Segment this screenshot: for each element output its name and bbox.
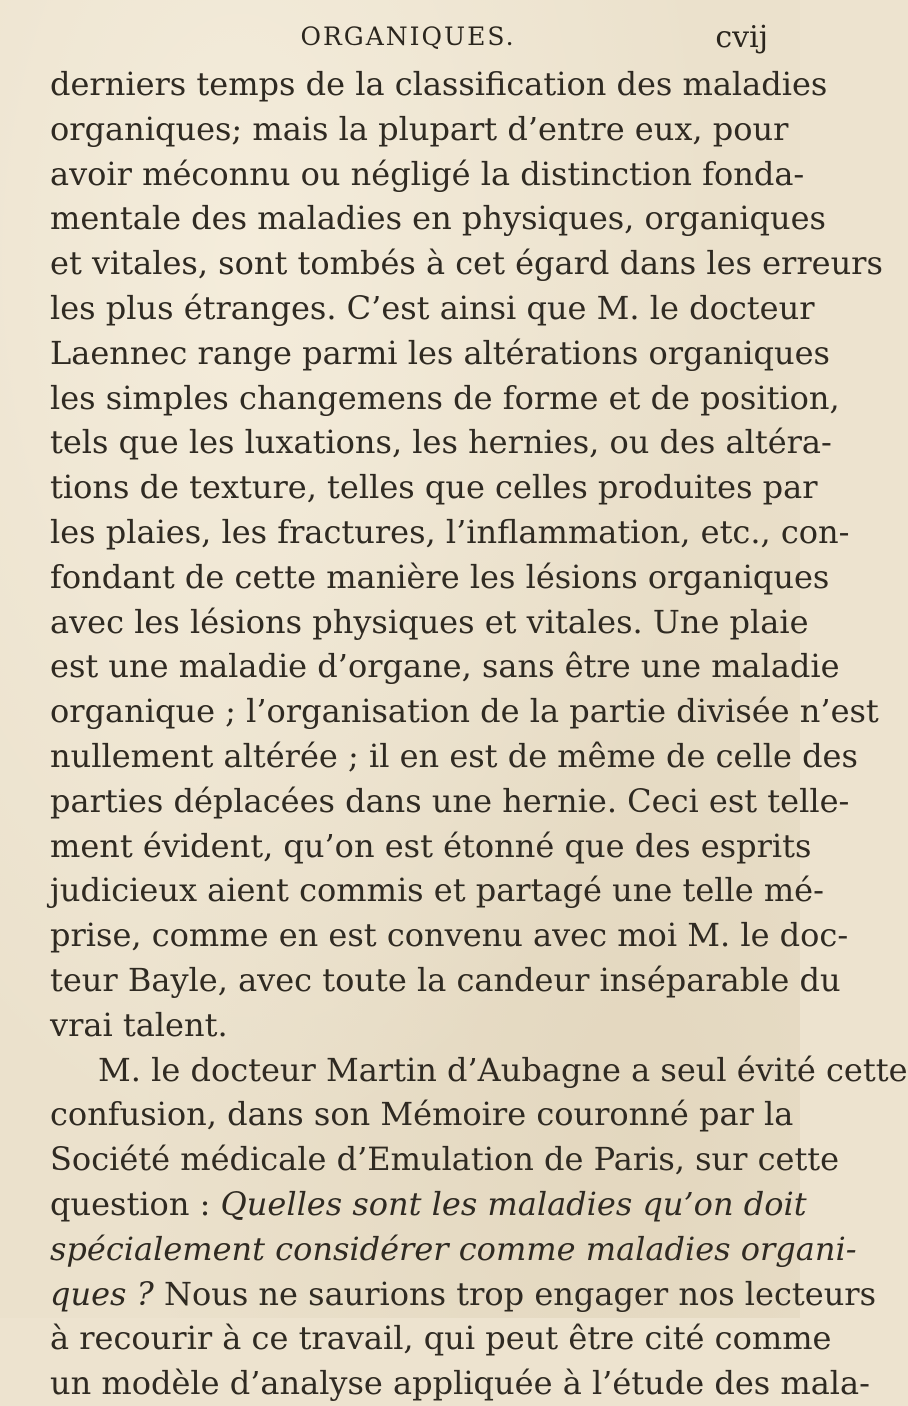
text-line: derniers temps de la classification des maladies	[50, 65, 828, 103]
text-line: tions de texture, telles que celles produites par	[50, 468, 818, 507]
text-line: organique ; l’organisation de la partie divisée n’est	[50, 692, 879, 731]
text-roman: Nous ne saurions trop engager nos lecteurs	[153, 1274, 877, 1313]
text-line: un modèle d’analyse appliquée à l’étude des mala-	[50, 1364, 870, 1403]
text-line: parties déplacées dans une hernie. Ceci est telle-	[50, 781, 850, 820]
text-line: est une maladie d’organe, sans être une maladie	[50, 647, 840, 686]
text-italic: spécialement considérer comme maladies organi-	[50, 1229, 857, 1268]
text-line	[50, 1182, 807, 1227]
text-line: les simples changemens de forme et de position,	[50, 378, 840, 417]
text-italic: ques ?	[50, 1274, 154, 1313]
paragraph-end-line: vrai talent.	[50, 1005, 228, 1044]
body-text	[50, 62, 908, 1406]
text-line: tels que les luxations, les hernies, ou des altéra-	[50, 423, 832, 462]
running-title: ORGANIQUES.	[300, 22, 516, 51]
text-line	[50, 1227, 857, 1272]
page-number: cvij	[715, 20, 768, 55]
text-line: Laennec range parmi les altérations organiques	[50, 333, 830, 372]
text-line: avoir méconnu ou négligé la distinction fonda-	[50, 154, 805, 193]
text-line: nullement altérée ; il en est de même de celle des	[50, 736, 858, 775]
page-header	[48, 16, 768, 56]
text-italic: Quelles sont les maladies qu’on doit	[220, 1184, 807, 1223]
text-line: les plus étranges. C’est ainsi que M. le docteur	[50, 288, 815, 327]
text-line: avec les lésions physiques et vitales. Une plaie	[50, 602, 809, 641]
text-roman: question :	[50, 1184, 221, 1223]
text-line: à recourir à ce travail, qui peut être cité comme	[50, 1319, 832, 1358]
text-line: confusion, dans son Mémoire couronné par la	[50, 1095, 794, 1134]
text-line	[50, 1272, 877, 1317]
text-line: prise, comme en est convenu avec moi M. le doc-	[50, 916, 849, 955]
text-line: judicieux aient commis et partagé une telle mé-	[50, 871, 824, 910]
text-line: mentale des maladies en physiques, organiques	[50, 199, 826, 238]
text-line: Société médicale d’Emulation de Paris, sur cette	[50, 1140, 840, 1179]
text-line: les plaies, les fractures, l’inflammation, etc., con-	[50, 512, 850, 551]
paragraph-start-line: M. le docteur Martin d’Aubagne a seul évité cette	[98, 1050, 908, 1089]
text-line: ment évident, qu’on est étonné que des esprits	[50, 826, 812, 865]
text-line: fondant de cette manière les lésions organiques	[50, 557, 830, 596]
text-line: teur Bayle, avec toute la candeur inséparable du	[50, 960, 841, 999]
text-line: et vitales, sont tombés à cet égard dans les erreurs	[50, 244, 883, 283]
text-line: organiques; mais la plupart d’entre eux, pour	[50, 109, 789, 148]
